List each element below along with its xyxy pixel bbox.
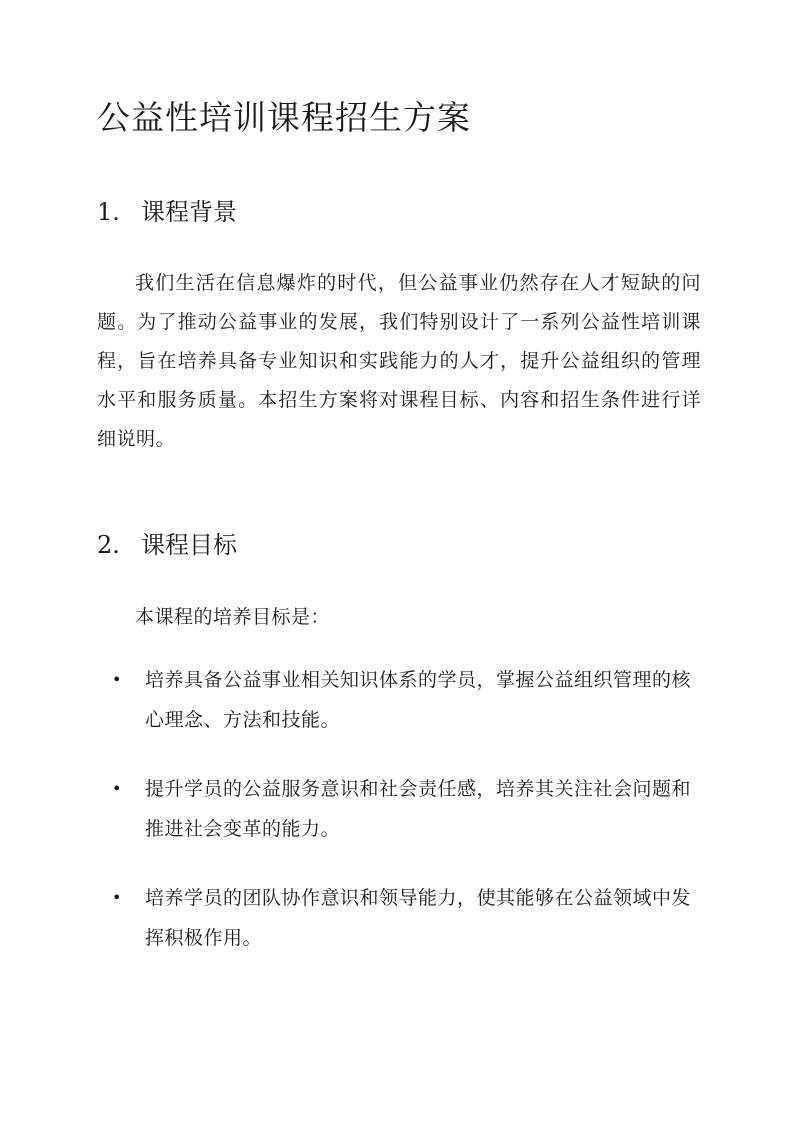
- section-number: 1.: [97, 198, 120, 226]
- bullet-icon: •: [112, 670, 122, 689]
- list-item-text: 培养具备公益事业相关知识体系的学员，掌握公益组织管理的核心理念、方法和技能。: [145, 669, 692, 731]
- section-title: 课程目标: [141, 531, 237, 559]
- bullet-icon: •: [112, 888, 122, 907]
- section-number: 2.: [97, 531, 120, 559]
- bullet-icon: •: [112, 779, 122, 798]
- goals-intro: 本课程的培养目标是：: [135, 606, 331, 628]
- background-paragraph: 我们生活在信息爆炸的时代，但公益事业仍然存在人才短缺的问题。为了推动公益事业的发展，我们特别设计了一系列公益性培训课程，旨在培养具备专业知识和实践能力的人才，提升公益组织的管理水平和服务质量。本招生方案将对课程目标、内容和招生条件进行详细说明。: [97, 272, 701, 450]
- section-title: 课程背景: [141, 198, 237, 226]
- section-heading-goals: [97, 529, 237, 561]
- section-heading-background: [97, 196, 237, 228]
- document-title: 公益性培训课程招生方案: [97, 98, 471, 137]
- list-item-text: 培养学员的团队协作意识和领导能力，使其能够在公益领域中发挥积极作用。: [145, 887, 692, 949]
- list-item-text: 提升学员的公益服务意识和社会责任感，培养其关注社会问题和推进社会变革的能力。: [145, 778, 692, 840]
